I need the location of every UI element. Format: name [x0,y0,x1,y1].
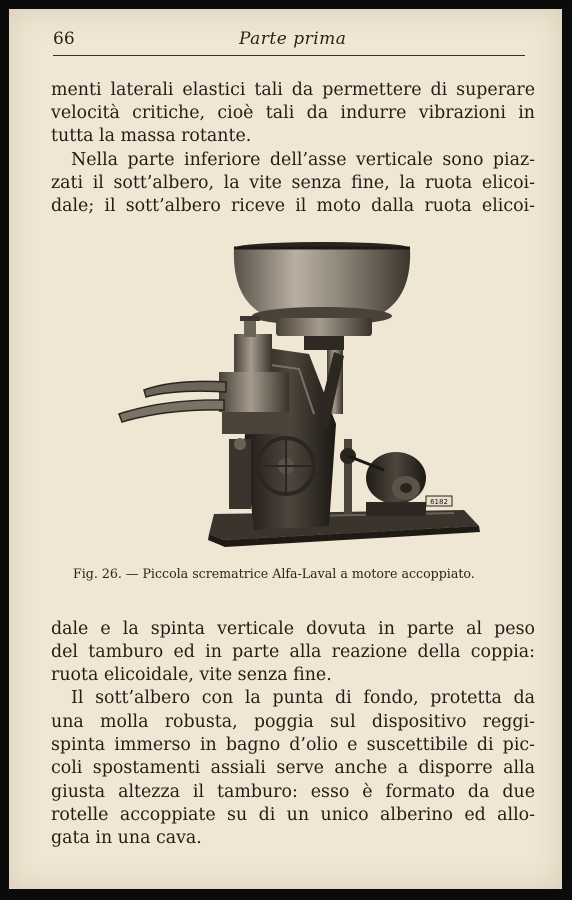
text-line: spinta immerso in bagno d’olio e suscettibile di pic- [51,735,535,755]
text-line: del tamburo ed in parte alla reazione della coppia: [51,642,535,662]
plate-label: 6182 [430,498,448,506]
text-line: zati il sott’albero, la vite senza fine, la ruota elicoi- [51,173,535,193]
figure-caption: Fig. 26. — Piccola scrematrice Alfa-Laval a motore accoppiato. [73,566,475,581]
text-line: Nella parte inferiore dell’asse verticale sono piaz- [71,150,535,170]
running-head: Parte prima [239,29,347,49]
text-line: coli spostamenti assiali serve anche a disporre alla [51,758,535,778]
text-line: dale; il sott’albero riceve il moto dalla ruota elicoi- [51,196,535,216]
text-line: una molla robusta, poggia sul dispositivo reggi- [51,712,535,732]
page-number: 66 [53,29,75,49]
text-line: menti laterali elastici tali da permettere di superare [51,80,535,100]
text-line: ruota elicoidale, vite senza fine. [51,665,332,685]
cream-separator-illustration [104,234,484,552]
text-line: gata in una cava. [51,828,202,848]
text-line: rotelle accoppiate su di un unico alberino ed allo- [51,805,535,825]
text-line: Il sott’albero con la punta di fondo, protetta da [71,688,535,708]
text-line: velocità critiche, cioè tali da indurre vibrazioni in [51,103,535,123]
book-page [9,9,562,889]
page-header [53,27,525,56]
text-line: dale e la spinta verticale dovuta in parte al peso [51,619,535,639]
text-line: tutta la massa rotante. [51,126,252,146]
text-line: giusta altezza il tamburo: esso è formato da due [51,782,535,802]
